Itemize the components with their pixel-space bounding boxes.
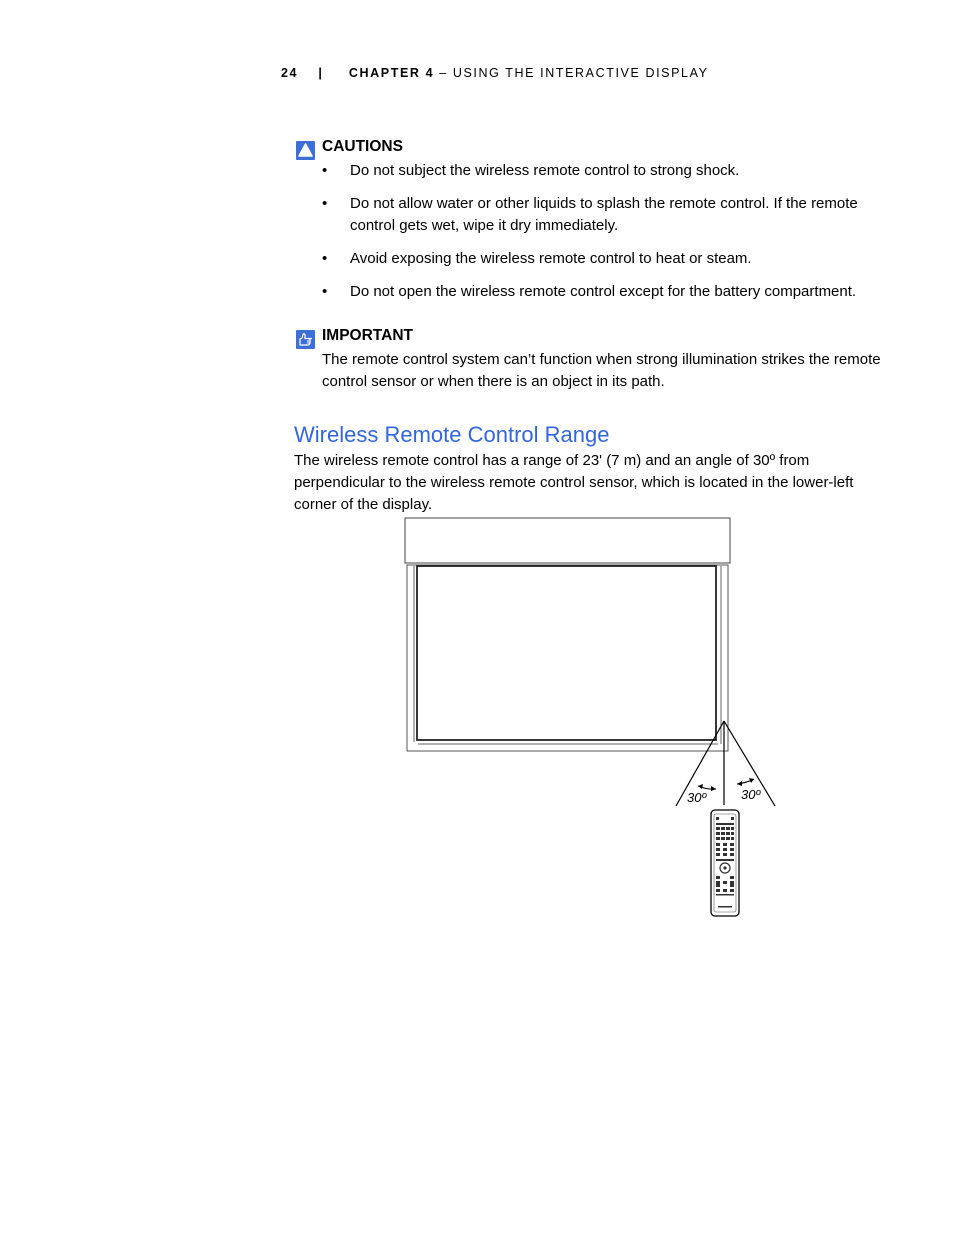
- section-heading: Wireless Remote Control Range: [294, 422, 610, 447]
- chapter-title: – USING THE INTERACTIVE DISPLAY: [434, 66, 709, 80]
- remote-control: [711, 810, 739, 916]
- display-screen: [417, 566, 716, 740]
- important-title: IMPORTANT: [322, 327, 413, 344]
- angle-label-left: 30º: [687, 790, 707, 805]
- list-item: • Avoid exposing the wireless remote control to heat or steam.: [322, 248, 892, 270]
- cautions-title: CAUTIONS: [322, 138, 403, 155]
- page-number: 24: [281, 66, 299, 80]
- list-item: • Do not allow water or other liquids to splash the remote control. If the remote control gets wet, wipe it dry immediately.: [322, 193, 892, 237]
- display-top-housing: [405, 518, 730, 563]
- angle-label-right: 30º: [741, 787, 761, 802]
- list-item: • Do not open the wireless remote control except for the battery compartment.: [322, 281, 892, 303]
- list-item: • Do not subject the wireless remote control to strong shock.: [322, 160, 892, 182]
- important-text: The remote control system can’t function when strong illumination strikes the remote control sensor or when there is an object in its path.: [322, 351, 881, 390]
- header-separator: |: [318, 66, 324, 80]
- chapter-label: CHAPTER 4: [348, 66, 435, 80]
- section-paragraph: The wireless remote control has a range of 23' (7 m) and an angle of 30º from perpendicular to the wireless remote control sensor, which is located in the lower-left corner of the display.: [294, 452, 854, 513]
